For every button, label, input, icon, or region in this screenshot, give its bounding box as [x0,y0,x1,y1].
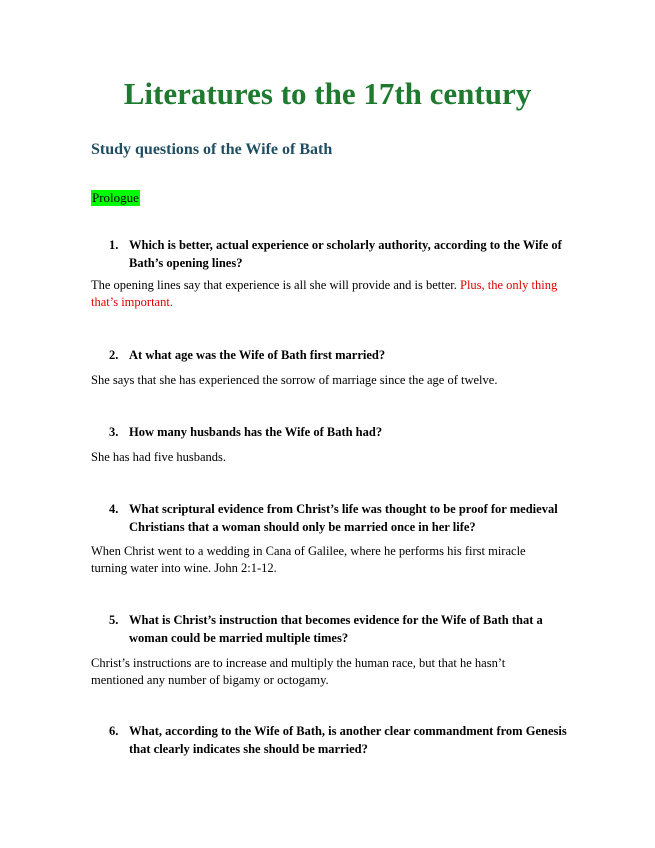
answer-4 [91,543,561,577]
question-number: 5. [109,613,119,627]
question-number: 4. [109,502,119,516]
question-number: 6. [109,724,119,738]
answer-accent-text: Plus, the only thing that’s important. [91,278,558,309]
answer-text: The opening lines say that experience is all she will provide and is better. [91,278,457,292]
question-text: At what age was the Wife of Bath first married? [129,348,386,362]
question-6 [91,722,571,758]
answer-2 [91,372,561,389]
answer-3 [91,449,561,466]
answer-text: Christ’s instructions are to increase and multiply the human race, but that he hasn’t mentioned any number of bigamy or octogamy. [91,656,506,687]
answer-text: She says that she has experienced the sorrow of marriage since the age of twelve. [91,373,498,387]
question-number: 1. [109,238,119,252]
question-text: How many husbands has the Wife of Bath had? [129,425,383,439]
question-text: What scriptural evidence from Christ’s life was thought to be proof for medieval Christians that a woman should only be married once in her life? [129,502,558,534]
question-4 [91,500,571,536]
question-5 [91,611,571,647]
answer-text: She has had five husbands. [91,450,227,464]
document-subtitle: Study questions of the Wife of Bath [91,141,333,158]
question-number: 3. [109,425,119,439]
answer-1 [91,277,561,311]
section-label-prologue: Prologue [92,190,139,205]
question-2 [91,346,571,364]
question-text: Which is better, actual experience or scholarly authority, according to the Wife of Bath’s opening lines? [129,238,562,270]
question-text: What is Christ’s instruction that becomes evidence for the Wife of Bath that a woman could be married multiple times? [129,613,543,645]
question-1 [91,236,571,272]
question-3 [91,423,571,441]
question-text: What, according to the Wife of Bath, is another clear commandment from Genesis that clearly indicates she should be married? [129,724,567,756]
document-title: Literatures to the 17th century [123,76,532,111]
question-number: 2. [109,348,119,362]
answer-5 [91,655,561,689]
answer-text: When Christ went to a wedding in Cana of Galilee, where he performs his first miracle turning water into wine. John 2:1-12. [91,544,526,575]
